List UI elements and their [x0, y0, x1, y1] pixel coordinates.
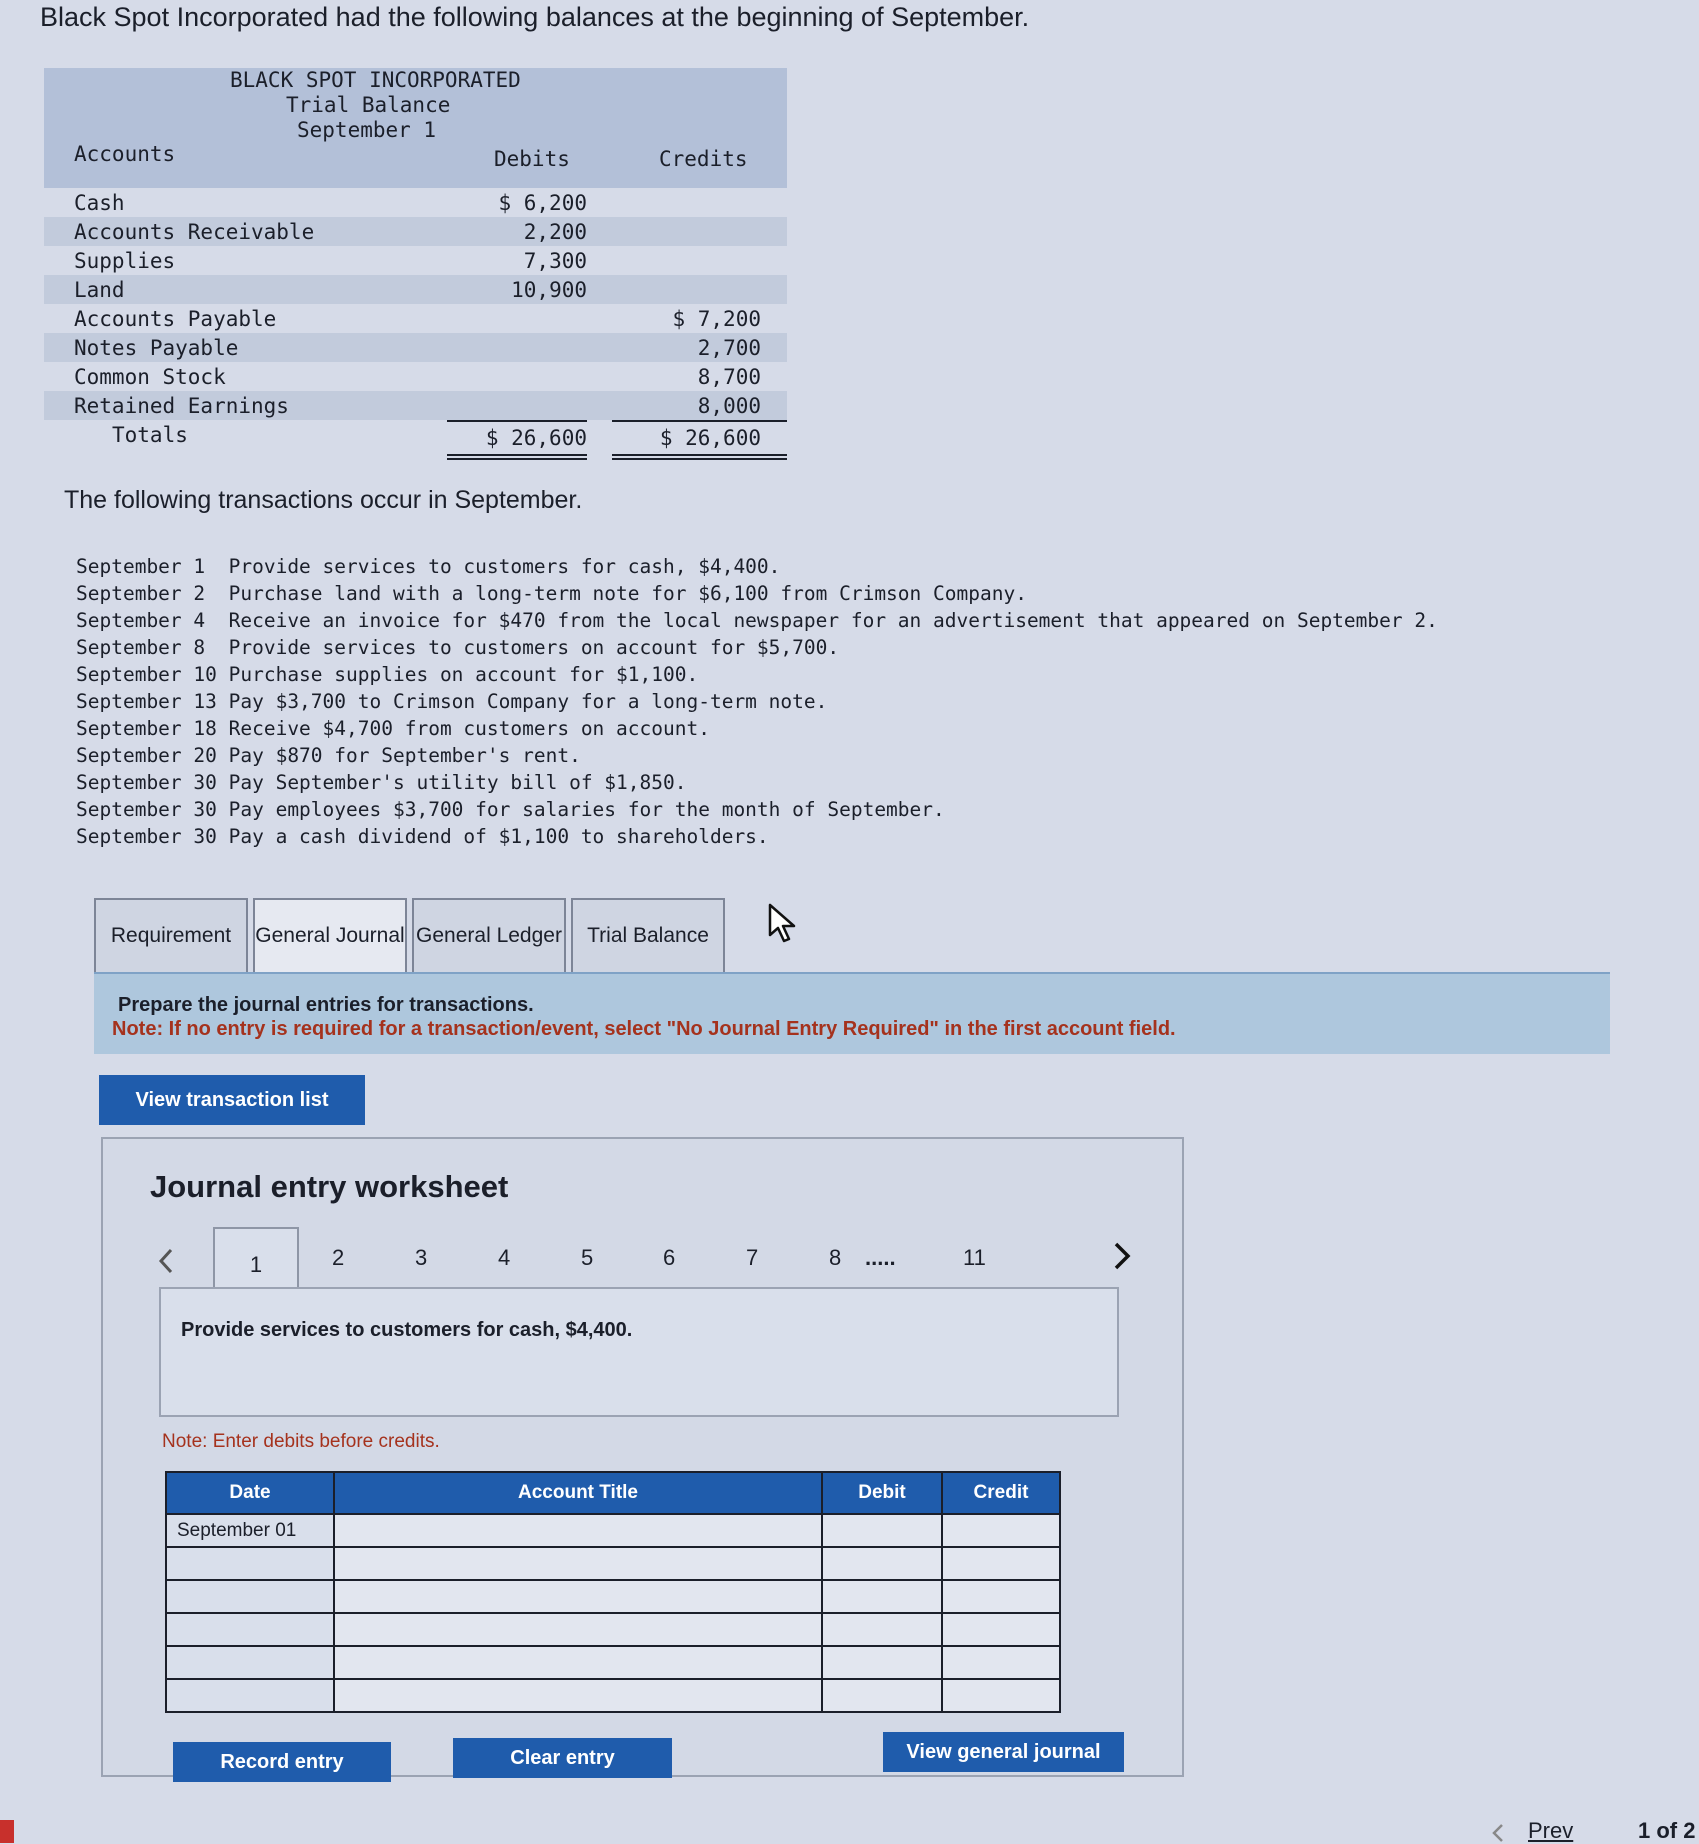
totals-debit: $ 26,600 — [485, 426, 587, 450]
page-7-tab[interactable]: 7 — [746, 1245, 759, 1270]
debit-input[interactable] — [822, 1514, 942, 1547]
credit-input[interactable] — [942, 1646, 1060, 1679]
transaction-item: September 1 Provide services to customers for cash, $4,400. — [76, 555, 781, 578]
journal-table — [165, 1471, 1061, 1713]
trial-balance-row — [44, 188, 787, 217]
debit-amount: $ 6,200 — [498, 191, 587, 215]
transaction-description-box — [159, 1287, 1119, 1417]
instruction-panel — [94, 972, 1610, 1054]
credit-input[interactable] — [942, 1580, 1060, 1613]
record-entry-button[interactable]: Record entry — [173, 1742, 391, 1782]
date-cell[interactable] — [166, 1580, 334, 1613]
trial-balance-header — [44, 68, 787, 188]
trial-balance-row — [44, 275, 787, 304]
transaction-item: September 18 Receive $4,700 from customers on account. — [76, 717, 710, 740]
account-name: Land — [74, 278, 125, 302]
transaction-list — [76, 553, 1438, 850]
date-cell[interactable] — [166, 1613, 334, 1646]
page-ellipsis: ..... — [865, 1245, 896, 1270]
col-credit: Credit — [942, 1472, 1060, 1514]
tab-general-ledger[interactable]: General Ledger — [412, 898, 566, 972]
account-title-select[interactable] — [334, 1547, 822, 1580]
col-accounts: Accounts — [74, 142, 176, 166]
mouse-cursor-icon — [768, 903, 798, 943]
journal-row — [166, 1679, 1060, 1712]
debit-input[interactable] — [822, 1547, 942, 1580]
prev-link[interactable]: Prev — [1528, 1818, 1574, 1843]
debit-input[interactable] — [822, 1646, 942, 1679]
debit-amount: 7,300 — [523, 249, 587, 273]
red-edge-marker — [0, 1820, 14, 1843]
transaction-item: September 20 Pay $870 for September's rent. — [76, 744, 581, 767]
tab-trial-balance[interactable]: Trial Balance — [571, 898, 725, 972]
date-cell[interactable]: September 01 — [166, 1514, 334, 1547]
transaction-item: September 2 Purchase land with a long-term note for $6,100 from Crimson Company. — [76, 582, 1027, 605]
journal-row — [166, 1580, 1060, 1613]
transactions-intro: The following transactions occur in September. — [64, 486, 583, 514]
journal-row — [166, 1613, 1060, 1646]
credit-input[interactable] — [942, 1547, 1060, 1580]
chevron-right-icon[interactable] — [1111, 1241, 1133, 1271]
transaction-item: September 30 Pay employees $3,700 for salaries for the month of September. — [76, 798, 945, 821]
clear-entry-button[interactable]: Clear entry — [453, 1738, 672, 1778]
report-title: Trial Balance — [286, 93, 451, 117]
credit-input[interactable] — [942, 1613, 1060, 1646]
debits-note: Note: Enter debits before credits. — [162, 1431, 440, 1452]
tab-requirement[interactable]: Requirement — [94, 898, 248, 972]
trial-balance — [44, 68, 787, 454]
trial-balance-row — [44, 304, 787, 333]
totals-row — [44, 420, 787, 454]
credit-input[interactable] — [942, 1679, 1060, 1712]
view-general-journal-button[interactable]: View general journal — [883, 1732, 1124, 1772]
account-name: Cash — [74, 191, 125, 215]
journal-row — [166, 1646, 1060, 1679]
page-1-tab[interactable]: 1 — [213, 1227, 299, 1291]
totals-credit: $ 26,600 — [659, 426, 761, 450]
credit-input[interactable] — [942, 1514, 1060, 1547]
page-11-tab[interactable]: 11 — [963, 1245, 986, 1270]
subtotal-line-credit — [612, 420, 787, 422]
credit-amount: 8,000 — [697, 394, 761, 418]
col-debit: Debit — [822, 1472, 942, 1514]
account-title-select[interactable] — [334, 1613, 822, 1646]
page-2-tab[interactable]: 2 — [332, 1245, 345, 1270]
instruction-text: Prepare the journal entries for transactions. — [118, 994, 534, 1016]
account-name: Accounts Payable — [74, 307, 277, 331]
transaction-item: September 30 Pay a cash dividend of $1,100 to shareholders. — [76, 825, 769, 848]
account-title-select[interactable] — [334, 1679, 822, 1712]
col-date: Date — [166, 1472, 334, 1514]
trial-balance-row — [44, 246, 787, 275]
debit-input[interactable] — [822, 1679, 942, 1712]
debit-input[interactable] — [822, 1580, 942, 1613]
tab-bar — [94, 898, 730, 972]
double-underline-credit — [612, 454, 787, 460]
trial-balance-row — [44, 217, 787, 246]
double-underline-debit — [447, 454, 587, 460]
debit-input[interactable] — [822, 1613, 942, 1646]
account-name: Accounts Receivable — [74, 220, 315, 244]
credit-amount: 8,700 — [697, 365, 761, 389]
date-cell[interactable] — [166, 1646, 334, 1679]
trial-balance-row — [44, 391, 787, 420]
account-name: Retained Earnings — [74, 394, 289, 418]
account-name: Notes Payable — [74, 336, 239, 360]
debit-amount: 10,900 — [511, 278, 587, 302]
account-title-select[interactable] — [334, 1514, 822, 1547]
credit-amount: 2,700 — [697, 336, 761, 360]
trial-balance-row — [44, 362, 787, 391]
page-4-tab[interactable]: 4 — [498, 1245, 511, 1270]
tab-general-journal[interactable]: General Journal — [253, 898, 407, 972]
account-name: Supplies — [74, 249, 176, 273]
trial-balance-row — [44, 333, 787, 362]
totals-label: Totals — [112, 423, 188, 447]
page-6-tab[interactable]: 6 — [663, 1245, 676, 1270]
entry-pager — [143, 1227, 1143, 1287]
page-indicator: 1 of 2 — [1638, 1818, 1696, 1843]
intro-text: Black Spot Incorporated had the following balances at the beginning of September. — [40, 2, 1030, 32]
transaction-item: September 8 Provide services to customers on account for $5,700. — [76, 636, 840, 659]
journal-row — [166, 1547, 1060, 1580]
view-transaction-list-button[interactable]: View transaction list — [99, 1075, 365, 1125]
account-title-select[interactable] — [334, 1580, 822, 1613]
date-cell[interactable] — [166, 1679, 334, 1712]
account-title-select[interactable] — [334, 1646, 822, 1679]
transaction-item: September 4 Receive an invoice for $470 from the local newspaper for an advertisement that appeared on September 2. — [76, 609, 1438, 632]
col-credits: Credits — [659, 147, 748, 171]
chevron-left-icon[interactable] — [156, 1247, 176, 1275]
journal-entry-worksheet — [101, 1137, 1184, 1777]
debit-amount: 2,200 — [523, 220, 587, 244]
trial-balance-rows — [44, 188, 787, 420]
credit-amount: $ 7,200 — [672, 307, 761, 331]
instruction-note: Note: If no entry is required for a transaction/event, select "No Journal Entry Required" in the first account field. — [112, 1018, 1176, 1040]
account-name: Common Stock — [74, 365, 226, 389]
company-name: BLACK SPOT INCORPORATED — [230, 68, 521, 92]
worksheet-title: Journal entry worksheet — [150, 1169, 509, 1204]
transaction-description: Provide services to customers for cash, $4,400. — [181, 1319, 633, 1341]
transaction-item: September 13 Pay $3,700 to Crimson Company for a long-term note. — [76, 690, 828, 713]
col-account-title: Account Title — [334, 1472, 822, 1514]
page-3-tab[interactable]: 3 — [415, 1245, 428, 1270]
page-5-tab[interactable]: 5 — [581, 1245, 594, 1270]
col-debits: Debits — [494, 147, 570, 171]
prev-chevron-icon[interactable] — [1490, 1822, 1506, 1844]
transaction-item: September 10 Purchase supplies on account for $1,100. — [76, 663, 699, 686]
date-cell[interactable] — [166, 1547, 334, 1580]
subtotal-line-debit — [447, 420, 587, 422]
page-8-tab[interactable]: 8 — [829, 1245, 842, 1270]
report-date: September 1 — [297, 118, 437, 142]
journal-row — [166, 1514, 1060, 1547]
transaction-item: September 30 Pay September's utility bill of $1,850. — [76, 771, 687, 794]
